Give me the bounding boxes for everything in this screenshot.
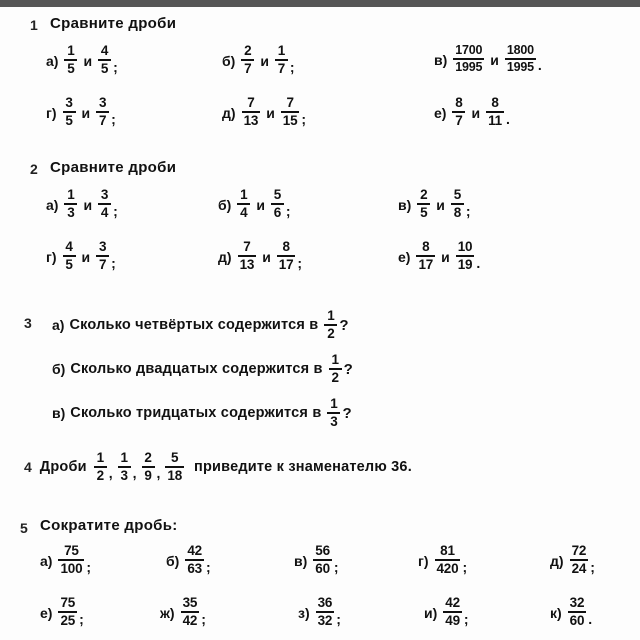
exercise-5-title: Сократите дробь: xyxy=(40,517,178,534)
conjunction: и xyxy=(266,105,275,122)
exercise-4-lead: Дроби xyxy=(39,459,87,476)
punctuation: ; xyxy=(462,559,468,576)
punctuation: ; xyxy=(111,255,116,272)
fraction-item-2 xyxy=(118,451,131,483)
fraction-numerator: 2 xyxy=(244,43,252,58)
fraction-numerator: 32 xyxy=(569,595,585,610)
exercise-5-item-zh xyxy=(160,597,206,629)
fraction-numerator: 3 xyxy=(100,187,109,202)
fraction-denominator: 5 xyxy=(65,257,73,273)
exercise-1-item-v xyxy=(434,45,542,75)
fraction-numerator: 42 xyxy=(445,595,460,610)
punctuation: ? xyxy=(343,360,353,378)
item-label: д) xyxy=(218,249,232,266)
fraction-right xyxy=(281,96,300,128)
fraction-denominator: 13 xyxy=(243,113,259,129)
fraction-denominator: 11 xyxy=(488,113,502,129)
item-label: а) xyxy=(46,53,59,70)
fraction-numerator: 4 xyxy=(100,43,109,58)
exercise-5-number: 5 xyxy=(20,520,28,536)
punctuation: . xyxy=(537,57,542,74)
exercise-3-number: 3 xyxy=(24,315,32,331)
fraction-numerator: 10 xyxy=(457,239,473,254)
exercise-4-trail: приведите к знаменателю 36. xyxy=(194,459,412,476)
fraction-denominator: 5 xyxy=(65,113,73,129)
fraction-numerator: 72 xyxy=(571,543,587,558)
exercise-1-item-b xyxy=(222,45,295,77)
fraction-denominator: 7 xyxy=(277,61,286,77)
fraction-denominator: 19 xyxy=(457,257,473,273)
fraction-right xyxy=(96,240,109,272)
item-label: г) xyxy=(46,105,57,122)
conjunction: и xyxy=(81,249,91,266)
fraction-numerator: 1 xyxy=(277,43,286,58)
exercise-5-item-z xyxy=(298,597,341,629)
item-label: и) xyxy=(424,605,438,622)
exercise-1-number: 1 xyxy=(30,17,38,33)
punctuation: ; xyxy=(465,203,471,220)
fraction-denominator: 60 xyxy=(569,613,585,629)
fraction-numerator: 56 xyxy=(315,543,330,558)
fraction-numerator: 2 xyxy=(420,187,428,202)
fraction-numerator: 8 xyxy=(422,239,430,254)
conjunction: и xyxy=(260,53,269,70)
exercise-5-item-d xyxy=(550,545,595,577)
fraction-denominator: 63 xyxy=(187,561,202,577)
exercise-5-item-e xyxy=(40,597,84,629)
fraction-right xyxy=(98,44,111,76)
fraction-numerator: 35 xyxy=(182,595,198,610)
fraction-denominator: 2 xyxy=(331,370,339,386)
fraction-value xyxy=(570,544,589,576)
fraction-right xyxy=(451,188,464,220)
fraction-denominator: 49 xyxy=(445,613,460,629)
fraction-numerator: 7 xyxy=(286,95,294,110)
exercise-2-item-d xyxy=(218,241,302,273)
fraction-denominator: 4 xyxy=(240,205,248,221)
item-label: ж) xyxy=(160,605,175,622)
fraction-left xyxy=(237,188,250,220)
item-label: к) xyxy=(550,605,562,622)
item-label: а) xyxy=(46,197,59,214)
fraction-numerator: 1700 xyxy=(455,43,483,57)
fraction-denominator: 18 xyxy=(167,468,183,484)
fraction-denominator: 24 xyxy=(571,561,587,577)
separator: , xyxy=(108,465,113,482)
fraction-denominator: 1995 xyxy=(506,60,534,75)
fraction-right xyxy=(505,44,536,74)
fraction-item-1 xyxy=(94,451,107,483)
conjunction: и xyxy=(436,197,445,214)
fraction-value xyxy=(324,309,337,341)
fraction-numerator: 3 xyxy=(65,95,73,110)
worksheet-sheet xyxy=(0,7,640,640)
fraction-value xyxy=(316,596,335,628)
fraction-left xyxy=(452,96,465,128)
fraction-numerator: 1 xyxy=(67,43,75,58)
fraction-numerator: 5 xyxy=(273,187,282,202)
fraction-numerator: 42 xyxy=(187,543,202,558)
item-label: е) xyxy=(434,105,447,122)
fraction-value xyxy=(435,544,461,576)
fraction-numerator: 7 xyxy=(247,95,255,110)
top-band xyxy=(0,0,640,7)
fraction-numerator: 75 xyxy=(60,595,76,610)
conjunction: и xyxy=(441,249,450,266)
fraction-numerator: 8 xyxy=(455,95,463,110)
fraction-left xyxy=(416,240,435,272)
punctuation: ? xyxy=(339,316,349,334)
fraction-value xyxy=(329,353,342,385)
exercise-1-item-e xyxy=(434,97,510,129)
exercise-3-item-v xyxy=(52,397,352,429)
fraction-denominator: 7 xyxy=(98,257,107,273)
fraction-left xyxy=(64,44,77,76)
punctuation: ; xyxy=(79,611,84,628)
punctuation: ; xyxy=(285,203,291,220)
fraction-numerator: 1 xyxy=(240,187,248,202)
exercise-5-item-a xyxy=(40,545,91,577)
exercise-3-item-b xyxy=(52,353,353,385)
punctuation: ? xyxy=(342,404,352,422)
item-label: е) xyxy=(40,605,53,622)
fraction-denominator: 25 xyxy=(60,613,76,629)
punctuation: ; xyxy=(113,203,118,220)
fraction-right xyxy=(486,96,504,128)
fraction-right xyxy=(275,44,288,76)
fraction-right xyxy=(277,240,296,272)
fraction-left xyxy=(241,44,254,76)
item-label: а) xyxy=(52,317,65,334)
fraction-denominator: 60 xyxy=(315,561,330,577)
exercise-2-item-b xyxy=(218,189,291,221)
fraction-denominator: 5 xyxy=(100,61,109,77)
punctuation: ; xyxy=(336,611,341,628)
fraction-denominator: 420 xyxy=(436,561,459,577)
exercise-5-item-i xyxy=(424,597,469,629)
fraction-denominator: 32 xyxy=(317,613,333,629)
exercise-5-item-g xyxy=(418,545,467,577)
exercise-1-item-d xyxy=(222,97,306,129)
separator: , xyxy=(156,465,161,482)
fraction-denominator: 3 xyxy=(67,205,75,221)
exercise-2-item-a xyxy=(46,189,118,221)
fraction-denominator: 4 xyxy=(100,205,109,221)
punctuation: ; xyxy=(301,111,307,128)
item-label: в) xyxy=(434,52,448,69)
fraction-denominator: 7 xyxy=(244,61,252,77)
item-label: д) xyxy=(550,553,564,570)
fraction-value xyxy=(181,596,200,628)
exercise-2-item-e xyxy=(398,241,480,273)
fraction-denominator: 5 xyxy=(420,205,428,221)
punctuation: . xyxy=(505,111,510,128)
punctuation: ; xyxy=(201,611,206,628)
fraction-numerator: 8 xyxy=(282,239,290,254)
fraction-denominator: 2 xyxy=(327,326,335,342)
item-label: б) xyxy=(52,361,66,378)
fraction-numerator: 81 xyxy=(440,543,455,558)
exercise-1-item-g xyxy=(46,97,116,129)
fraction-numerator: 5 xyxy=(171,450,179,465)
exercise-2-title: Сравните дроби xyxy=(50,159,177,176)
conjunction: и xyxy=(81,105,91,122)
fraction-value xyxy=(327,397,340,429)
fraction-value xyxy=(58,544,84,576)
fraction-numerator: 1 xyxy=(120,450,128,465)
fraction-right xyxy=(96,96,109,128)
exercise-1-item-a xyxy=(46,45,118,77)
item-label: в) xyxy=(294,553,308,570)
fraction-numerator: 75 xyxy=(64,543,79,558)
punctuation: ; xyxy=(86,559,92,576)
exercise-1-title: Сравните дроби xyxy=(50,15,177,32)
item-label: б) xyxy=(166,553,180,570)
exercise-5-item-k xyxy=(550,597,592,629)
conjunction: и xyxy=(262,249,271,266)
conjunction: и xyxy=(83,53,93,70)
fraction-numerator: 3 xyxy=(98,95,107,110)
exercise-4-line xyxy=(24,451,412,483)
fraction-denominator: 8 xyxy=(453,205,462,221)
item-label: г) xyxy=(46,249,57,266)
exercise-4-number: 4 xyxy=(24,459,32,476)
conjunction: и xyxy=(83,197,93,214)
fraction-numerator: 2 xyxy=(144,450,152,465)
item-label: г) xyxy=(418,553,429,570)
fraction-denominator: 6 xyxy=(273,205,282,221)
item-label: з) xyxy=(298,605,310,622)
question-text: Сколько тридцатых содержится в xyxy=(70,405,322,422)
punctuation: ; xyxy=(289,59,295,76)
exercise-3-item-a xyxy=(52,309,349,341)
fraction-denominator: 15 xyxy=(282,113,298,129)
conjunction: и xyxy=(256,197,265,214)
exercise-5-item-b xyxy=(166,545,211,577)
fraction-numerator: 5 xyxy=(453,187,462,202)
item-label: д) xyxy=(222,105,236,122)
fraction-denominator: 17 xyxy=(418,257,434,273)
punctuation: ; xyxy=(111,111,116,128)
fraction-value xyxy=(313,544,332,576)
fraction-denominator: 1995 xyxy=(455,60,483,75)
fraction-left xyxy=(63,240,76,272)
fraction-right xyxy=(271,188,284,220)
punctuation: ; xyxy=(113,59,118,76)
fraction-denominator: 7 xyxy=(455,113,463,129)
fraction-numerator: 4 xyxy=(65,239,73,254)
fraction-item-4 xyxy=(165,451,184,483)
fraction-numerator: 36 xyxy=(317,595,333,610)
fraction-left xyxy=(63,96,76,128)
fraction-denominator: 17 xyxy=(278,257,294,273)
fraction-right xyxy=(98,188,111,220)
item-label: а) xyxy=(40,553,53,570)
question-text: Сколько четвёртых содержится в xyxy=(69,317,319,334)
fraction-left xyxy=(242,96,261,128)
item-label: в) xyxy=(398,197,412,214)
fraction-numerator: 1800 xyxy=(506,43,534,57)
fraction-denominator: 100 xyxy=(60,561,83,577)
conjunction: и xyxy=(490,52,499,69)
fraction-numerator: 1 xyxy=(331,352,339,367)
fraction-numerator: 8 xyxy=(491,95,499,110)
fraction-numerator: 3 xyxy=(98,239,107,254)
punctuation: ; xyxy=(205,559,211,576)
punctuation: ; xyxy=(333,559,339,576)
exercise-2-item-g xyxy=(46,241,116,273)
fraction-denominator: 5 xyxy=(67,61,75,77)
fraction-value xyxy=(58,596,77,628)
exercise-2-item-v xyxy=(398,189,471,221)
item-label: б) xyxy=(218,197,232,214)
item-label: б) xyxy=(222,53,236,70)
conjunction: и xyxy=(471,105,481,122)
fraction-denominator: 13 xyxy=(239,257,255,273)
fraction-numerator: 7 xyxy=(243,239,251,254)
separator: , xyxy=(132,465,137,482)
fraction-left xyxy=(64,188,77,220)
fraction-left xyxy=(453,44,484,74)
fraction-denominator: 42 xyxy=(182,613,198,629)
punctuation: ; xyxy=(463,611,469,628)
fraction-left xyxy=(238,240,257,272)
fraction-denominator: 3 xyxy=(330,414,338,430)
question-text: Сколько двадцатых содержится в xyxy=(70,361,323,378)
punctuation: ; xyxy=(590,559,595,576)
fraction-item-3 xyxy=(142,451,155,483)
exercise-2-number: 2 xyxy=(30,161,38,177)
punctuation: ; xyxy=(297,255,303,272)
exercise-5-item-v xyxy=(294,545,339,577)
item-label: е) xyxy=(398,249,411,266)
fraction-denominator: 7 xyxy=(98,113,107,129)
fraction-value xyxy=(443,596,462,628)
fraction-denominator: 2 xyxy=(96,468,104,484)
fraction-numerator: 1 xyxy=(96,450,104,465)
fraction-value xyxy=(185,544,204,576)
punctuation: . xyxy=(588,611,593,628)
fraction-left xyxy=(417,188,430,220)
fraction-value xyxy=(568,596,587,628)
fraction-denominator: 3 xyxy=(120,468,128,484)
fraction-numerator: 1 xyxy=(327,308,335,323)
fraction-right xyxy=(456,240,475,272)
punctuation: . xyxy=(476,255,481,272)
fraction-denominator: 9 xyxy=(144,468,152,484)
fraction-numerator: 1 xyxy=(67,187,75,202)
item-label: в) xyxy=(52,405,66,422)
fraction-numerator: 1 xyxy=(330,396,338,411)
